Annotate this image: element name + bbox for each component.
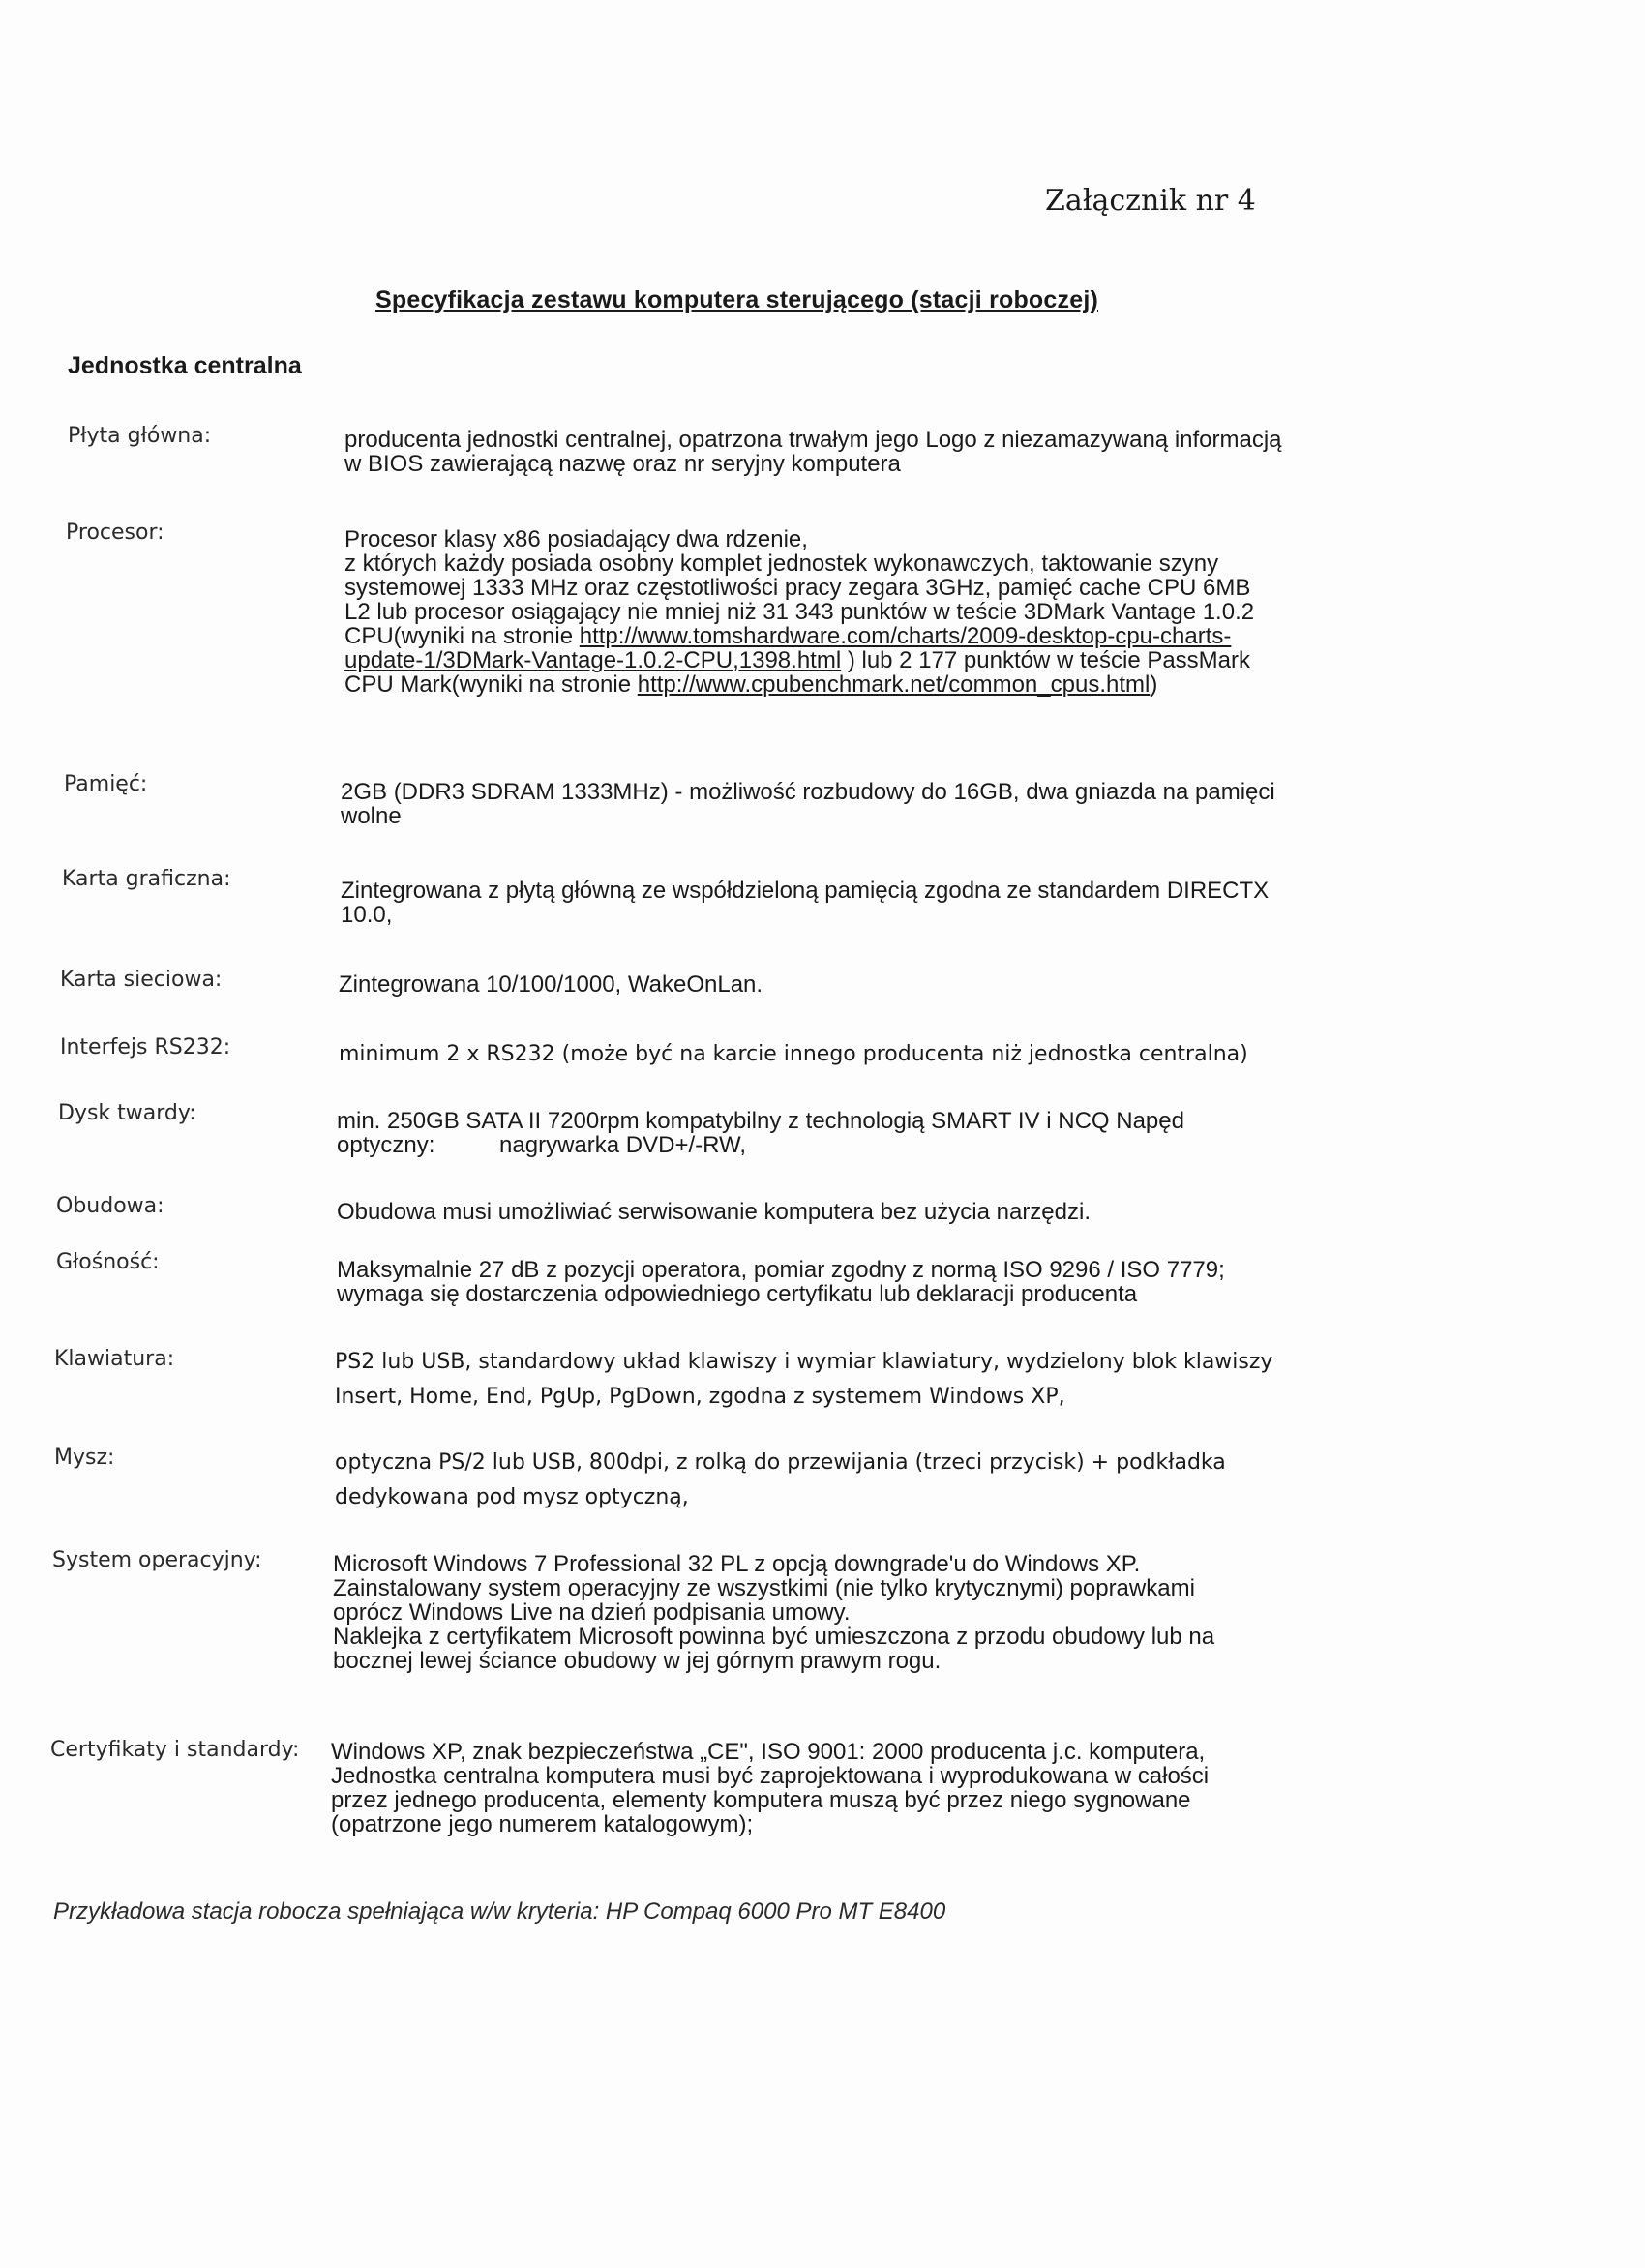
value-processor — [344, 527, 1457, 697]
value-keyboard — [335, 1345, 1448, 1415]
processor-line-6-text: ) lub 2 177 punktów w teście PassMark — [841, 647, 1251, 673]
motherboard-line-2: w BIOS zawierającą nazwę oraz nr seryjny komputera — [344, 451, 901, 477]
case-line-1: Obudowa musi umożliwiać serwisowanie komputera bez użycia narzędzi. — [337, 1199, 1092, 1225]
os-line-1: Microsoft Windows 7 Professional 32 PL z opcją downgrade'u do Windows XP. — [333, 1551, 1141, 1577]
memory-line-1: 2GB (DDR3 SDRAM 1333MHz) - możliwość rozbudowy do 16GB, dwa gniazda na pamięci — [341, 779, 1275, 805]
processor-line-5 — [344, 624, 1457, 648]
tomshardware-link[interactable]: http://www.tomshardware.com/charts/2009-desktop-cpu-charts- — [579, 623, 1232, 649]
processor-line-1: Procesor klasy x86 posiadający dwa rdzenie, — [344, 526, 808, 552]
label-memory: Pamięć: — [64, 772, 148, 796]
motherboard-line-1: producenta jednostki centralnej, opatrzona trwałym jego Logo z niezamazywaną informacją — [344, 427, 1282, 453]
label-case: Obudowa: — [56, 1194, 164, 1218]
label-hard-drive: Dysk twardy: — [58, 1101, 196, 1125]
label-network: Karta sieciowa: — [60, 968, 223, 992]
value-mouse — [335, 1446, 1448, 1515]
network-line-1: Zintegrowana 10/100/1000, WakeOnLan. — [339, 971, 763, 998]
os-line-2: Zainstalowany system operacyjny ze wszystkimi (nie tylko krytycznymi) poprawkami — [333, 1575, 1195, 1601]
value-memory — [341, 780, 1453, 828]
cert-line-1: Windows XP, znak bezpieczeństwa „CE", ISO 9001: 2000 producenta j.c. komputera, — [331, 1739, 1206, 1765]
rs232-line-1: minimum 2 x RS232 (może być na karcie innego producenta niż jednostka centralna) — [339, 1042, 1248, 1066]
os-line-3: oprócz Windows Live na dzień podpisania umowy. — [333, 1599, 851, 1626]
value-rs232 — [339, 1037, 1451, 1072]
processor-line-2: z których każdy posiada osobny komplet jednostek wykonawczych, taktowanie szyny — [344, 551, 1219, 577]
noise-line-1: Maksymalnie 27 dB z pozycji operatora, pomiar zgodny z normą ISO 9296 / ISO 7779; — [337, 1257, 1225, 1283]
keyboard-line-1: PS2 lub USB, standardowy układ klawiszy i wymiar klawiatury, wydzielony blok klawiszy — [335, 1350, 1273, 1374]
processor-line-4: L2 lub procesor osiągający nie mniej niż 31 343 punktów w teście 3DMark Vantage 1.0.2 — [344, 599, 1255, 625]
processor-line-6 — [344, 648, 1457, 672]
mouse-line-1: optyczna PS/2 lub USB, 800dpi, z rolką do przewijania (trzeci przycisk) + podkładka — [335, 1450, 1226, 1475]
label-noise: Głośność: — [56, 1250, 160, 1274]
memory-line-2: wolne — [341, 803, 402, 829]
graphics-line-2: 10.0, — [341, 902, 393, 928]
label-mouse: Mysz: — [54, 1446, 115, 1470]
document-title: Specyfikacja zestawu komputera sterującego (stacji roboczej) — [375, 286, 1098, 313]
value-case — [337, 1200, 1450, 1224]
label-graphics: Karta graficzna: — [62, 867, 231, 891]
example-workstation-note: Przykładowa stacja robocza spełniająca w/w kryteria: HP Compaq 6000 Pro MT E8400 — [53, 1898, 946, 1925]
value-network — [339, 972, 1451, 997]
label-certificates: Certyfikaty i standardy: — [50, 1738, 300, 1762]
processor-line-7-end: ) — [1150, 671, 1158, 698]
hard-drive-line-1: min. 250GB SATA II 7200rpm kompatybilny z technologią SMART IV i NCQ Napęd — [337, 1108, 1184, 1134]
os-line-4: Naklejka z certyfikatem Microsoft powinna być umieszczona z przodu obudowy lub na — [333, 1624, 1215, 1650]
value-operating-system — [333, 1552, 1446, 1673]
value-certificates — [331, 1740, 1376, 1836]
annex-number: Załącznik nr 4 — [1045, 184, 1256, 218]
tomshardware-link-cont[interactable]: update-1/3DMark-Vantage-1.0.2-CPU,1398.html — [344, 647, 842, 673]
label-operating-system: System operacyjny: — [52, 1548, 262, 1572]
value-motherboard — [344, 428, 1457, 476]
noise-line-2: wymaga się dostarczenia odpowiedniego certyfikatu lub deklaracji producenta — [337, 1281, 1138, 1307]
hard-drive-line-2: optyczny: nagrywarka DVD+/-RW, — [337, 1132, 747, 1158]
value-noise — [337, 1258, 1450, 1306]
keyboard-line-2: Insert, Home, End, PgUp, PgDown, zgodna z systemem Windows XP, — [335, 1385, 1065, 1409]
label-rs232: Interfejs RS232: — [60, 1035, 231, 1059]
processor-line-7 — [344, 672, 1457, 697]
value-graphics — [341, 879, 1453, 927]
value-hard-drive — [337, 1109, 1450, 1157]
graphics-line-1: Zintegrowana z płytą główną ze współdzieloną pamięcią zgodna ze standardem DIRECTX — [341, 878, 1270, 904]
label-keyboard: Klawiatura: — [54, 1347, 175, 1371]
section-heading: Jednostka centralna — [68, 352, 302, 379]
mouse-line-2: dedykowana pod mysz optyczną, — [335, 1485, 689, 1509]
label-processor: Procesor: — [66, 521, 164, 545]
cert-line-4: (opatrzone jego numerem katalogowym); — [331, 1811, 754, 1837]
label-motherboard: Płyta główna: — [68, 424, 212, 448]
cert-line-2: Jednostka centralna komputera musi być zaprojektowana i wyprodukowana w całości — [331, 1763, 1210, 1789]
processor-line-5-text: CPU(wyniki na stronie — [344, 623, 580, 649]
processor-line-7-text: CPU Mark(wyniki na stronie — [344, 671, 638, 698]
os-line-5: bocznej lewej ściance obudowy w jej górnym prawym rogu. — [333, 1648, 942, 1674]
processor-line-3: systemowej 1333 MHz oraz częstotliwości pracy zegara 3GHz, pamięć cache CPU 6MB — [344, 575, 1251, 601]
cert-line-3: przez jednego producenta, elementy komputera muszą być przez niego sygnowane — [331, 1787, 1191, 1813]
cpubenchmark-link[interactable]: http://www.cpubenchmark.net/common_cpus.html — [637, 671, 1151, 698]
